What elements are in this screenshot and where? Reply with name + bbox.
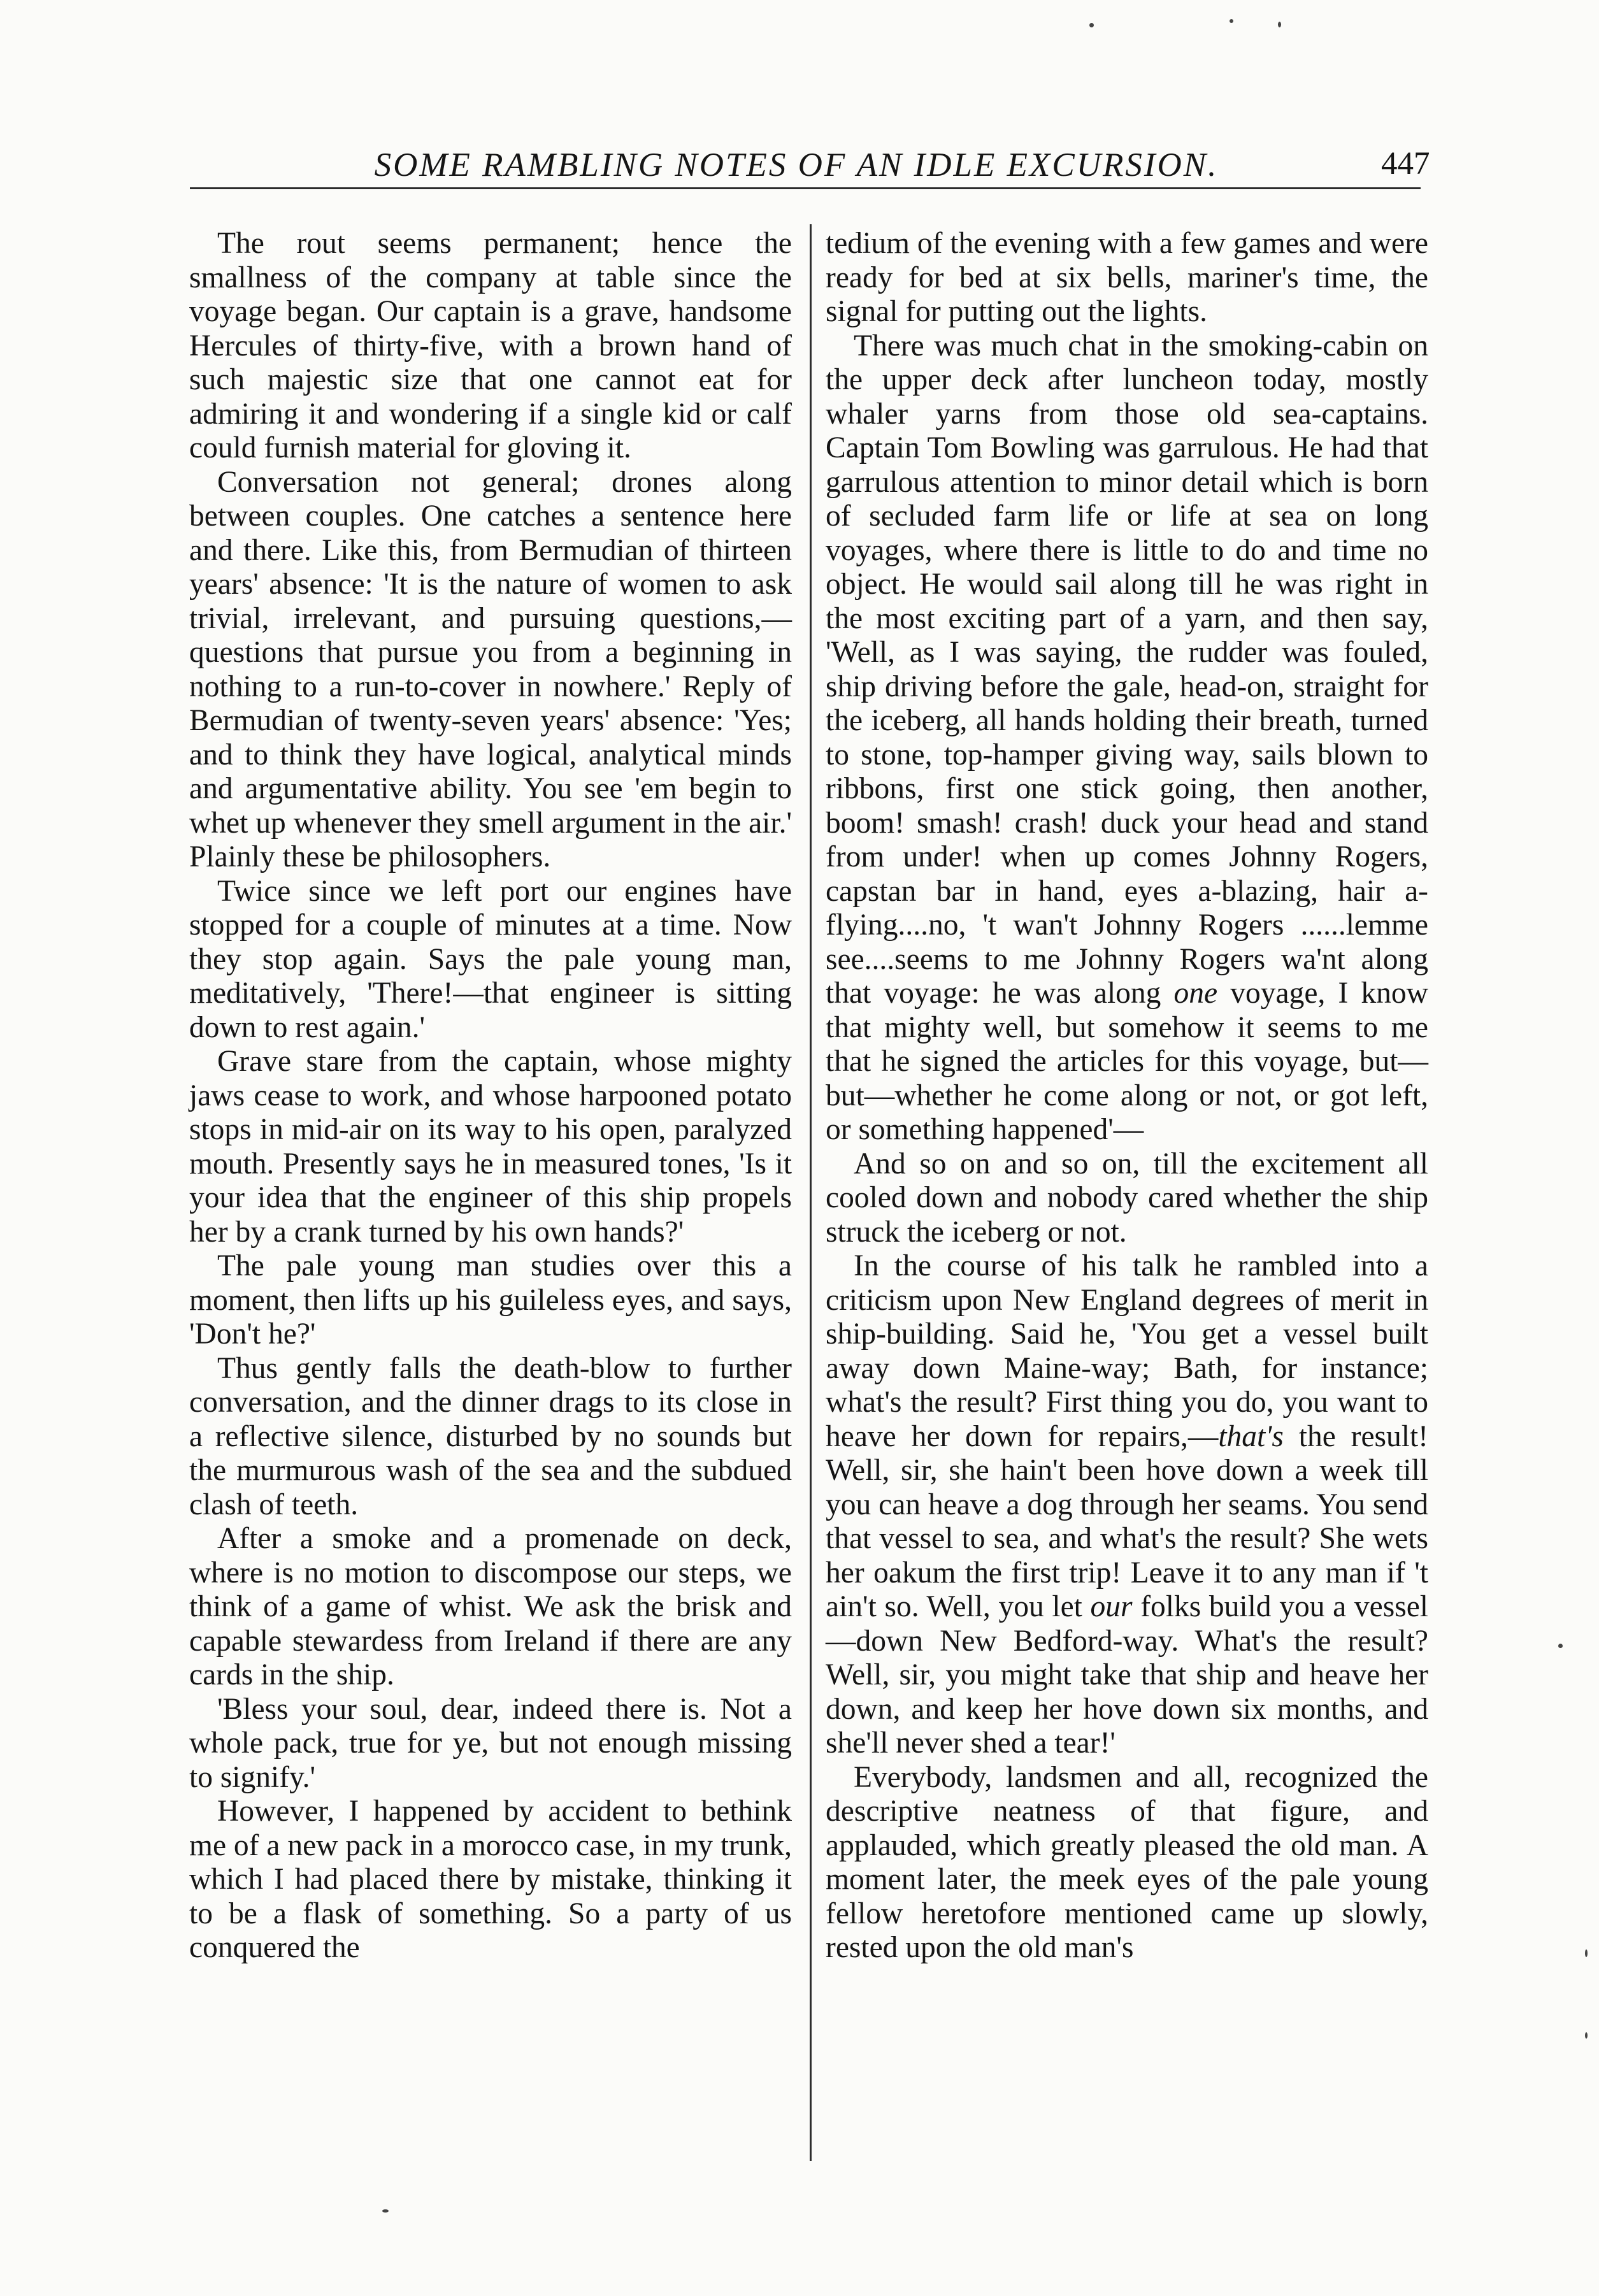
running-title: SOME RAMBLING NOTES OF AN IDLE EXCURSION. (374, 147, 1219, 183)
paragraph: Twice since we left port our engines have stopped for a couple of minutes at a time. Now they stop again. Says the pale young man, meditatively, 'There!—that engineer is sitting down to rest again.' (189, 874, 792, 1044)
print-speck (1558, 1644, 1563, 1648)
text-run: the result! Well, sir, she hain't been hove down a week till you can heave a dog through her seams. You send that vessel to sea, and what's the result? She wets her oakum the first trip! Leave it to any man if 't ain't so. Well, you let (826, 1419, 1428, 1623)
text-run: voyage, I know that mighty well, but somehow it seems to me that he signed the articles for this voyage, but—but—whether he come along or not, or got left, or something happened'— (826, 977, 1428, 1146)
paragraph (826, 1249, 1428, 1761)
italic-word: one (1173, 977, 1218, 1010)
paragraph: Everybody, landsmen and all, recognized the descriptive neatness of that figure, and applauded, which greatly pleased the old man. A moment later, the meek eyes of the pale young fellow heretofore mentioned came up slowly, rested upon the old man's (826, 1760, 1428, 1964)
column-rule (810, 224, 812, 2161)
paragraph (826, 329, 1428, 1147)
print-speck (1278, 22, 1281, 27)
left-column (189, 227, 792, 1965)
continued-paragraph: tedium of the evening with a few games and were ready for bed at six bells, mariner's time, the signal for putting out the lights. (826, 227, 1428, 328)
print-speck (1089, 23, 1094, 27)
paragraph: 'Bless your soul, dear, indeed there is. Not a whole pack, true for ye, but not enough missing to signify.' (189, 1692, 792, 1794)
paragraph: After a smoke and a promenade on deck, where is no motion to discompose our steps, we think of a game of whist. We ask the brisk and capable stewardess from Ireland if there are any cards in the ship. (189, 1522, 792, 1691)
page-number: 447 (1381, 146, 1430, 182)
paragraph: Grave stare from the captain, whose mighty jaws cease to work, and whose harpooned potato stops in mid-air on its way to his open, paralyzed mouth. Presently says he in measured tones, 'Is it your idea that the engineer of this ship propels her by a crank turned by his own hands?' (189, 1045, 792, 1249)
paragraph: Conversation not general; drones along between couples. One catches a sentence here and there. Like this, from Bermudian of thirteen years' absence: 'It is the nature of women to ask trivial, irrelevant, and pursuing questions,—questions that pursue you from a beginning in nothing to a run-to-cover in nowhere.' Reply of Bermudian of twenty-seven years' absence: 'Yes; and to think they have logical, analytical minds and argumentative ability. You see 'em begin to whet up whenever they smell argument in the air.' Plainly these be philosophers. (189, 465, 792, 873)
italic-word: our (1090, 1590, 1133, 1623)
running-head (191, 125, 1402, 182)
text-run: folks build you a vessel—down New Bedford-way. What's the result? Well, sir, you might take that ship and heave her down, and keep her hove down six months, and she'll never shed a tear!' (826, 1590, 1428, 1760)
print-speck (1585, 2032, 1588, 2039)
text-run: In the course of his talk he rambled into a criticism upon New England degrees of merit in ship-building. Said he, 'You get a vessel built away down Maine-way; Bath, for instance; what's the result? First thing you do, you want to heave her down for repairs,— (826, 1249, 1428, 1453)
print-speck (1585, 1949, 1588, 1957)
paragraph: Thus gently falls the death-blow to further conversation, and the dinner drags to its close in a reflective silence, disturbed by no sounds but the murmurous wash of the sea and the subdued clash of teeth. (189, 1351, 792, 1521)
text-run: There was much chat in the smoking-cabin on the upper deck after luncheon today, mostly whaler yarns from those old sea-captains. Captain Tom Bowling was garrulous. He had that garrulous attention to minor detail which is born of secluded farm life or life at sea on long voyages, where there is little to do and time no object. He would sail along till he was right in the most exciting part of a yarn, and then say, 'Well, as I was saying, the rudder was fouled, ship driving before the gale, head-on, straight for the iceberg, all hands holding their breath, turned to stone, top-hamper giving way, sails blown to ribbons, first one stick going, then another, boom! smash! crash! duck your head and stand from under! when up comes Johnny Rogers, capstan bar in hand, eyes a-blazing, hair a-flying....no, 't wan't Johnny Rogers ......lemme see....seems to me Johnny Rogers wa'nt along that voyage: he was along (826, 329, 1428, 1010)
paragraph: The pale young man studies over this a moment, then lifts up his guileless eyes, and says, 'Don't he?' (189, 1249, 792, 1351)
print-speck (382, 2209, 389, 2213)
paragraph: However, I happened by accident to bethink me of a new pack in a morocco case, in my trunk, which I had placed there by mistake, thinking it to be a flask of something. So a party of us conquered the (189, 1795, 792, 1964)
paragraph: The rout seems permanent; hence the smallness of the company at table since the voyage began. Our captain is a grave, handsome Hercules of thirty-five, with a brown hand of such majestic size that one cannot eat for admiring it and wondering if a single kid or calf could furnish material for gloving it. (189, 227, 792, 464)
italic-word: that's (1218, 1419, 1284, 1453)
right-column (826, 227, 1428, 1965)
paragraph: And so on and so on, till the excitement all cooled down and nobody cared whether the ship struck the iceberg or not. (826, 1147, 1428, 1249)
header-rule (190, 187, 1421, 189)
print-speck (1230, 19, 1233, 23)
